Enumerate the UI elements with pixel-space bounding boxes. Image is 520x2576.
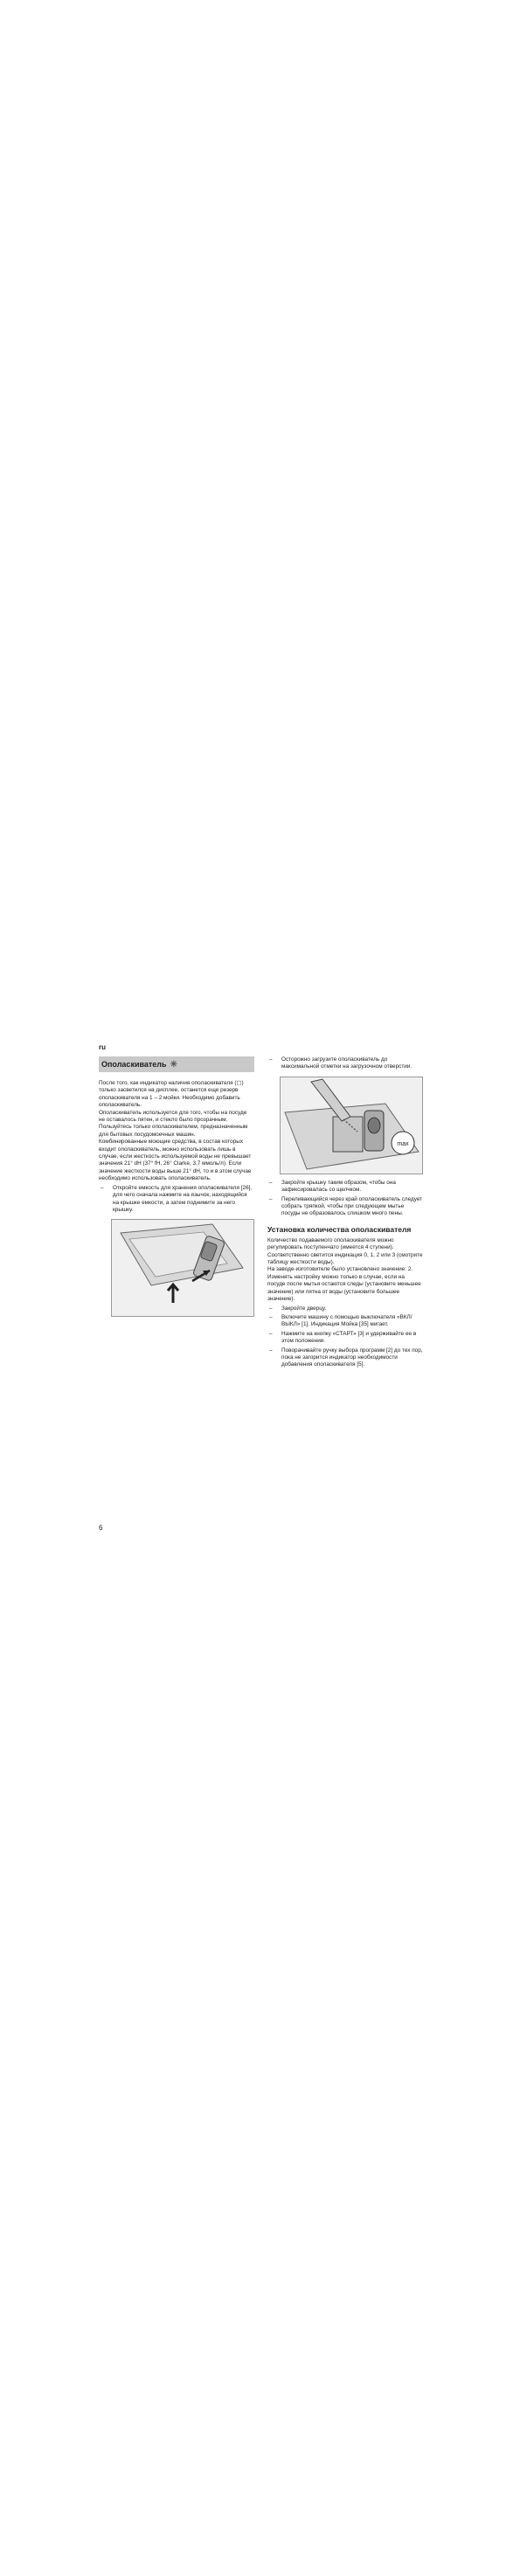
paragraph: После того, как индикатор наличия ополаскивателя (▢) только засветился на дисплее, останется еще резерв ополаскивателя на 1 – 2 мойки. Необходимо добавить ополаскиватель. (99, 1080, 244, 1109)
step-text: Нажмите на кнопку «СТАРТ» [3] и удерживайте ее в этом положении. (281, 1330, 417, 1345)
step-text: Закройте дверцу. (281, 1305, 327, 1312)
paragraph: Пользуйтесь только ополаскивателем, предназначенным для бытовых посудомоечных машин. (99, 1124, 248, 1138)
rinse-aid-fill-illustration (280, 1077, 423, 1174)
dishwasher-door-illustration (112, 1220, 253, 1316)
right-column (267, 1056, 423, 1369)
rinse-aid-dispenser-illustration (281, 1077, 422, 1174)
paragraph: Изменять настройку можно только в случае, если на посуде после мытья остаются следы (установите меньшее значение) или пятна от воды (установите большее значение). (267, 1273, 421, 1303)
sun-symbol-icon: ✳ (170, 1059, 177, 1070)
subheading: Установка количества ополаскивателя (267, 1224, 412, 1234)
left-column (99, 1056, 254, 1322)
paragraph: Количество подаваемого ополаскивателя можно регулировать поступенчато (имеется 4 ступени). Соответственно светится индикация 0, 1, 2 или 3 (смотрите таблицу жесткости воды). (267, 1236, 423, 1266)
rinse-aid-open-illustration (111, 1219, 254, 1317)
step-text: Поворачивайте ручку выбора программ [2] до тех пор, пока не загорится индикатор необходимости добавления ополаскивателя [5]. (281, 1347, 423, 1368)
step-text: Включите машину с помощью выключателя «ВКЛ/ВЫКЛ» [1]. Индикация Мойка [35] мигает. (281, 1313, 413, 1328)
list-item: – Нажмите на кнопку «СТАРТ» [3] и удерживайте ее в этом положении. (267, 1331, 423, 1346)
list-item: – Поворачивайте ручку выбора программ [2] до тех пор, пока не загорится индикатор необходимости добавления ополаскивателя [5]. (269, 1347, 423, 1368)
step-text: Переливающийся через край ополаскиватель следует собрать тряпкой, чтобы при следующем мытье посуды не образовалось слишком много пены. (281, 1195, 423, 1217)
section-title: Ополаскиватель (101, 1060, 167, 1069)
list-item: – Включите машину с помощью выключателя «ВКЛ/ВЫКЛ» [1]. Индикация Мойка [35] мигает. (267, 1314, 423, 1329)
list-item: – Закройте дверцу. (267, 1305, 423, 1312)
page-number: 6 (99, 1524, 103, 1532)
paragraph: Комбинированные моющие средства, в состав которых входит ополаскиватель, можно использовать лишь в случае, если жесткость используемой воды не превышает значения 21° dH (37° fH, 26° Clarke, 3,7 ммоль/л). Если значение жесткости воды выше 21° dH, то и в этом случае необходимо использовать ополаскиватель. (99, 1139, 252, 1182)
paragraph: На заводе-изготовителе было установлено значение: 2. (267, 1266, 413, 1273)
section-header (99, 1056, 254, 1072)
step-text: Осторожно загрузите ополаскиватель до максимальной отметки на загрузочном отверстии. (281, 1056, 413, 1070)
step-text: Закройте крышку таким образом, чтобы она зафиксировалась со щелчком. (281, 1179, 396, 1194)
paragraph: Ополаскиватель используется для того, чтобы на посуде не оставалось пятен, и стекло было прозрачным. (99, 1109, 247, 1124)
step-text: Откройте емкость для хранения ополаскивателя [26], для чего сначала нажмите на язычок, находящийся на крышке емкости, а затем поднимите за него крышку. (113, 1184, 253, 1213)
list-item: – Переливающийся через край ополаскиватель следует собрать тряпкой, чтобы при следующем мытье посуды не образовалось слишком много пены. (269, 1195, 423, 1217)
list-item: – Откройте емкость для хранения ополаскивателя [26], для чего сначала нажмите на язычок, находящийся на крышке емкости, а затем поднимите за него крышку. (99, 1185, 254, 1215)
max-label: max (397, 1140, 409, 1147)
list-item: – Закройте крышку таким образом, чтобы она зафиксировалась со щелчком. (267, 1180, 423, 1195)
list-item: – Осторожно загрузите ополаскиватель до максимальной отметки на загрузочном отверстии. (267, 1056, 423, 1071)
language-code: ru (99, 1043, 106, 1051)
